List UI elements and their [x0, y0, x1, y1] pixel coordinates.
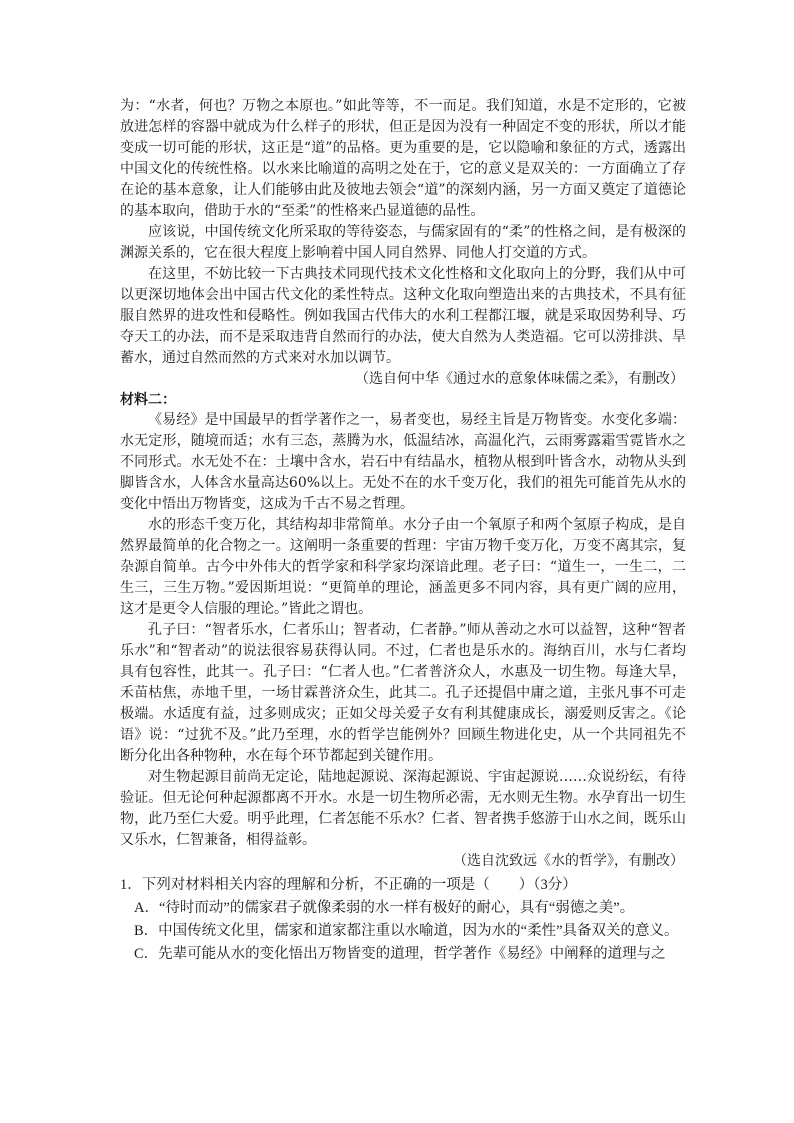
question-block [120, 874, 686, 966]
paragraph: 在这里，不妨比较一下古典技术同现代技术文化性格和文化取向上的分野，我们从中可以更深切地体会出中国古代文化的柔性特点。这种文化取向塑造出来的古典技术，不具有征服自然界的进攻性和侵略性。例如我国古代伟大的水利工程都江堰，就是采取因势利导、巧夺天工的办法，而不是采取违背自然而行的办法，使大自然为人类造福。它可以涝排洪、旱蓄水，通过自然而然的方式来对水加以调节。 [120, 266, 686, 366]
paragraph: 为：“水者，何也？万物之本原也。”如此等等，不一而足。我们知道，水是不定形的，它被放进怎样的容器中就成为什么样子的形状，但正是因为没有一种固定不变的形状，所以才能变成一切可能的形状，这正是“道”的品格。更为重要的是，它以隐喻和象征的方式，透露出中国文化的传统性格。以水来比喻道的高明之处在于，它的意义是双关的：一方面确立了存在论的基本意象，让人们能够由此及彼地去领会“道”的深刻内涵，另一方面又奠定了道德论的基本取向，借助于水的“至柔”的性格来凸显道德的品性。 [120, 98, 686, 219]
option-a: A．“待时而动”的儒家君子就像柔弱的水一样有极好的耐心，具有“弱德之美”。 [134, 900, 635, 916]
paragraph: 《易经》是中国最早的哲学著作之一，易者变也，易经主旨是万物皆变。水变化多端：水无定形，随境而适；水有三态，蒸腾为水，低温结冰，高温化汽，云雨雾露霜雪霓皆水之不同形式。水无处不在：土壤中含水，岩石中有结晶水，植物从根到叶皆含水，动物从头到脚皆含水，人体含水量高达60%以上。无处不在的水千变万化，我们的祖先可能首先从水的变化中悟出万物皆变，这成为千古不易之哲理。 [120, 412, 686, 512]
source-citation: （选自何中华《通过水的意象体味儒之柔》，有删改） [355, 371, 684, 387]
option-c: C．先辈可能从水的变化悟出万物皆变的道理，哲学著作《易经》中阐释的道理与之 [134, 946, 666, 962]
material-one-section [120, 96, 686, 390]
paragraph: 水的形态千变万化，其结构却非常简单。水分子由一个氧原子和两个氢原子构成，是自然界最简单的化合物之一。这阐明一条重要的哲理：宇宙万物千变万化，万变不离其宗，复杂源自简单。古今中外伟大的哲学家和科学家均深谙此理。老子曰：“道生一，一生二，二生三，三生万物。”爱因斯坦说：“更简单的理论，涵盖更多不同内容，具有更广阔的应用，这才是更令人信服的理论。”皆此之谓也。 [120, 517, 686, 617]
paragraph: 孔子曰：“智者乐水，仁者乐山；智者动，仁者静。”师从善动之水可以益智，这种“智者乐水”和“智者动”的说法很容易获得认同。不过，仁者也是乐水的。海纳百川，水与仁者均具有包容性，此其一。孔子曰：“仁者人也。”仁者普济众人，水惠及一切生物。每逢大旱，禾苗枯焦，赤地千里，一场甘霖普济众生，此其二。孔子还提倡中庸之道，主张凡事不可走极端。水适度有益，过多则成灾；正如父母关爱子女有利其健康成长，溺爱则反害之。《论语》说：“过犹不及。”此乃至理，水的哲学岂能例外？回顾生物进化史，从一个共同祖先不断分化出各种物种，水在每个环节都起到关键作用。 [120, 622, 686, 764]
paragraph: 对生物起源目前尚无定论，陆地起源说、深海起源说、宇宙起源说……众说纷纭，有待验证。但无论何种起源都离不开水。水是一切生物所必需，无水则无生物。水孕育出一切生物，此乃至仁大爱。明乎此理，仁者怎能不乐水？仁者、智者携手悠游于山水之间，既乐山又乐水，仁智兼备，相得益彰。 [120, 769, 686, 848]
paragraph: 应该说，中国传统文化所采取的等待姿态，与儒家固有的“柔”的性格之间，是有极深的渊源关系的，它在很大程度上影响着中国人同自然界、同他人打交道的方式。 [120, 224, 686, 261]
material-two-section [120, 390, 686, 872]
section-heading: 材料二： [120, 392, 176, 408]
source-citation: （选自沈致远《水的哲学》，有删改） [453, 853, 684, 869]
question-stem: 1．下列对材料相关内容的理解和分析，不正确的一项是（ ）（3分） [120, 877, 577, 893]
option-b: B．中国传统文化里，儒家和道家都注重以水喻道，因为水的“柔性”具备双关的意义。 [134, 923, 679, 939]
document-page [120, 96, 686, 966]
